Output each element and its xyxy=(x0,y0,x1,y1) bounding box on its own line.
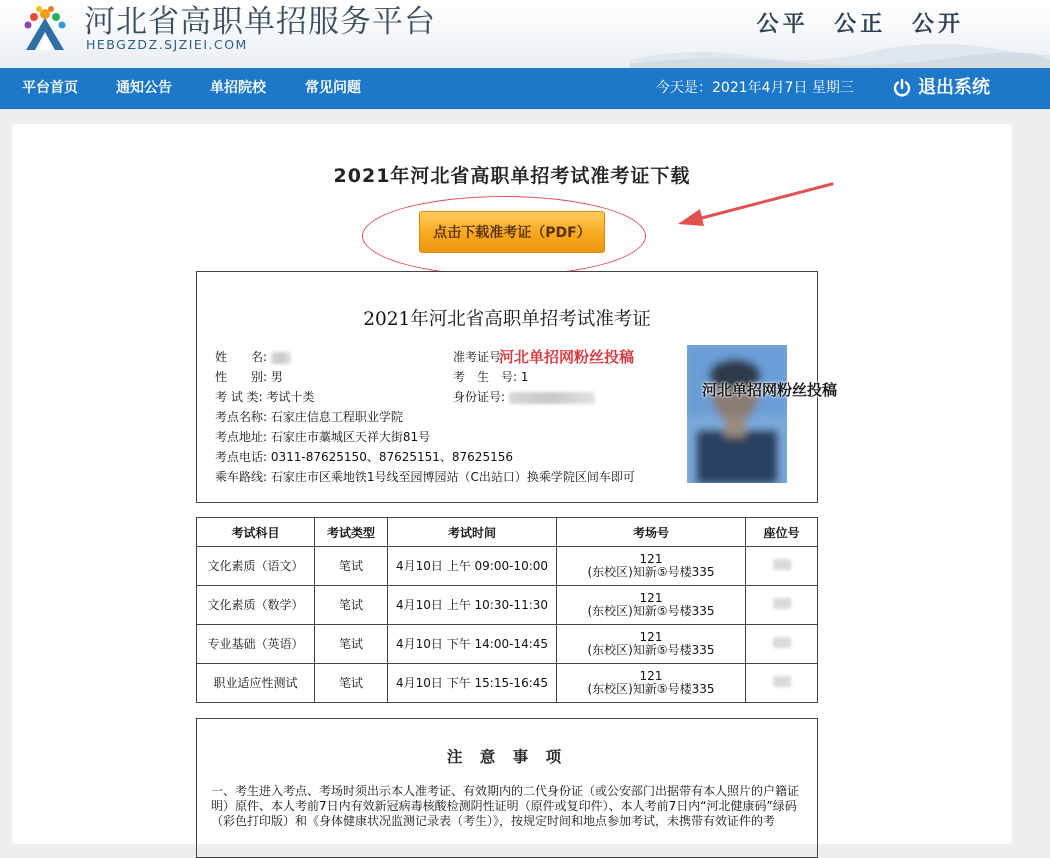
cell-subject: 文化素质（语文） xyxy=(197,547,315,586)
field-site-name xyxy=(215,408,403,425)
header-time: 考试时间 xyxy=(388,518,557,547)
main-nav xyxy=(0,68,1050,109)
field-address xyxy=(215,428,430,445)
header-subject: 考试科目 xyxy=(197,518,315,547)
address-label: 考点地址: xyxy=(215,430,268,444)
platform-logo-icon[interactable] xyxy=(14,4,76,54)
room-location: (东校区)知新⑤号楼335 xyxy=(587,643,715,657)
cell-subject: 文化素质（数学） xyxy=(197,586,315,625)
annotation-arrow-icon xyxy=(672,179,842,229)
content-card xyxy=(12,124,1012,844)
header-hills-decoration xyxy=(630,38,1050,68)
cell-seat xyxy=(746,547,818,586)
cell-subject: 职业适应性测试 xyxy=(197,664,315,703)
cell-room xyxy=(557,664,746,703)
room-number: 121 xyxy=(639,630,663,644)
page-title: 2021年河北省高职单招考试准考证下载 xyxy=(333,165,691,187)
room-location: (东校区)知新⑤号楼335 xyxy=(587,565,715,579)
field-exam-no xyxy=(453,368,529,385)
room-number: 121 xyxy=(639,552,663,566)
seat-redacted xyxy=(773,637,791,648)
category-label: 考 试 类: xyxy=(215,390,263,404)
field-gender xyxy=(215,368,283,385)
cell-time: 4月10日 下午 14:00-14:45 xyxy=(388,625,557,664)
site-name-label: 考点名称: xyxy=(215,410,268,424)
cell-type: 笔试 xyxy=(315,586,388,625)
exam-schedule-table xyxy=(196,517,818,703)
cell-seat xyxy=(746,625,818,664)
id-redacted xyxy=(509,392,595,404)
nav-notices[interactable]: 通知公告 xyxy=(116,80,172,96)
id-label: 身份证号: xyxy=(453,390,506,404)
nav-colleges[interactable]: 单招院校 xyxy=(210,80,266,96)
phone-label: 考点电话: xyxy=(215,450,268,464)
cell-type: 笔试 xyxy=(315,625,388,664)
category-value: 考试十类 xyxy=(266,390,315,404)
watermark-dark: 河北单招网粉丝投稿 xyxy=(702,381,838,399)
table-row xyxy=(197,547,818,586)
notice-title: 注 意 事 项 xyxy=(446,748,568,766)
table-row xyxy=(197,586,818,625)
field-category xyxy=(215,388,315,405)
slogan-fair: 公平 xyxy=(756,11,809,37)
nav-faq[interactable]: 常见问题 xyxy=(305,80,361,96)
cell-time: 4月10日 上午 09:00-10:00 xyxy=(388,547,557,586)
table-row xyxy=(197,664,818,703)
header-seat: 座位号 xyxy=(746,518,818,547)
room-number: 121 xyxy=(639,591,663,605)
route-value: 石家庄市区乘地铁1号线至园博园站（C出站口）换乘学院区间车即可 xyxy=(270,470,635,484)
cell-room xyxy=(557,625,746,664)
room-number: 121 xyxy=(639,669,663,683)
current-date: 今天是：2021年4月7日 星期三 xyxy=(656,80,854,96)
ticket-no-label: 准考证号 xyxy=(453,350,502,364)
cell-type: 笔试 xyxy=(315,664,388,703)
download-ticket-button[interactable]: 点击下载准考证（PDF） xyxy=(419,211,605,253)
site-domain: HEBGZDZ.SJZIEI.COM xyxy=(86,37,248,52)
exam-no-label: 考 生 号: xyxy=(453,370,518,384)
field-phone xyxy=(215,448,513,465)
seat-redacted xyxy=(773,676,791,687)
cell-seat xyxy=(746,586,818,625)
header-type: 考试类型 xyxy=(315,518,388,547)
seat-redacted xyxy=(773,559,791,570)
admission-ticket xyxy=(196,271,838,503)
gender-label: 性 别: xyxy=(215,370,268,384)
slogan-open: 公开 xyxy=(911,11,964,37)
seat-redacted xyxy=(773,598,791,609)
room-location: (东校区)知新⑤号楼335 xyxy=(587,604,715,618)
cell-room xyxy=(557,547,746,586)
cell-room xyxy=(557,586,746,625)
exam-no-partial: 1 xyxy=(520,370,529,384)
phone-value: 0311-87625150、87625151、87625156 xyxy=(270,450,513,464)
field-route xyxy=(215,468,635,485)
site-name-value: 石家庄信息工程职业学院 xyxy=(270,410,403,424)
notice-body: 一、考生进入考点、考场时须出示本人准考证、有效期内的二代身份证（或公安部门出据带有本人照片的户籍证明）原件、本人考前7日内有效新冠病毒核酸检测阴性证明（原件或复印件）、本人考前7日内“河北健康码”绿码（彩色打印版）和《身体健康状况监测记录表（考生）》，按规定时间和地点参加考试，未携带有效证件的考 xyxy=(211,784,800,828)
gender-value: 男 xyxy=(270,370,283,384)
slogan-just: 公正 xyxy=(834,11,887,37)
watermark-red: 河北单招网粉丝投稿 xyxy=(499,348,635,366)
table-row xyxy=(197,625,818,664)
room-location: (东校区)知新⑤号楼335 xyxy=(587,682,715,696)
name-redacted xyxy=(271,352,291,364)
field-ticket-no xyxy=(453,348,501,365)
table-header-row xyxy=(197,518,818,547)
name-label: 姓 名: xyxy=(215,350,268,364)
cell-type: 笔试 xyxy=(315,547,388,586)
slogan xyxy=(743,7,964,38)
nav-home[interactable]: 平台首页 xyxy=(22,80,78,96)
notice-box xyxy=(196,718,818,858)
site-header xyxy=(0,0,1050,68)
route-label: 乘车路线: xyxy=(215,470,268,484)
ticket-title: 2021年河北省高职单招考试准考证 xyxy=(363,309,651,330)
logout-label: 退出系统 xyxy=(918,77,990,98)
address-value: 石家庄市藁城区天祥大街81号 xyxy=(270,430,431,444)
cell-time: 4月10日 下午 15:15-16:45 xyxy=(388,664,557,703)
power-icon xyxy=(892,78,912,98)
cell-seat xyxy=(746,664,818,703)
applicant-photo-blurred xyxy=(687,345,787,483)
logout-button[interactable] xyxy=(892,68,990,108)
cell-subject: 专业基础（英语） xyxy=(197,625,315,664)
field-id-no xyxy=(453,388,595,405)
cell-time: 4月10日 上午 10:30-11:30 xyxy=(388,586,557,625)
site-title: 河北省高职单招服务平台 xyxy=(84,4,436,40)
field-name xyxy=(215,348,291,365)
header-room: 考场号 xyxy=(557,518,746,547)
